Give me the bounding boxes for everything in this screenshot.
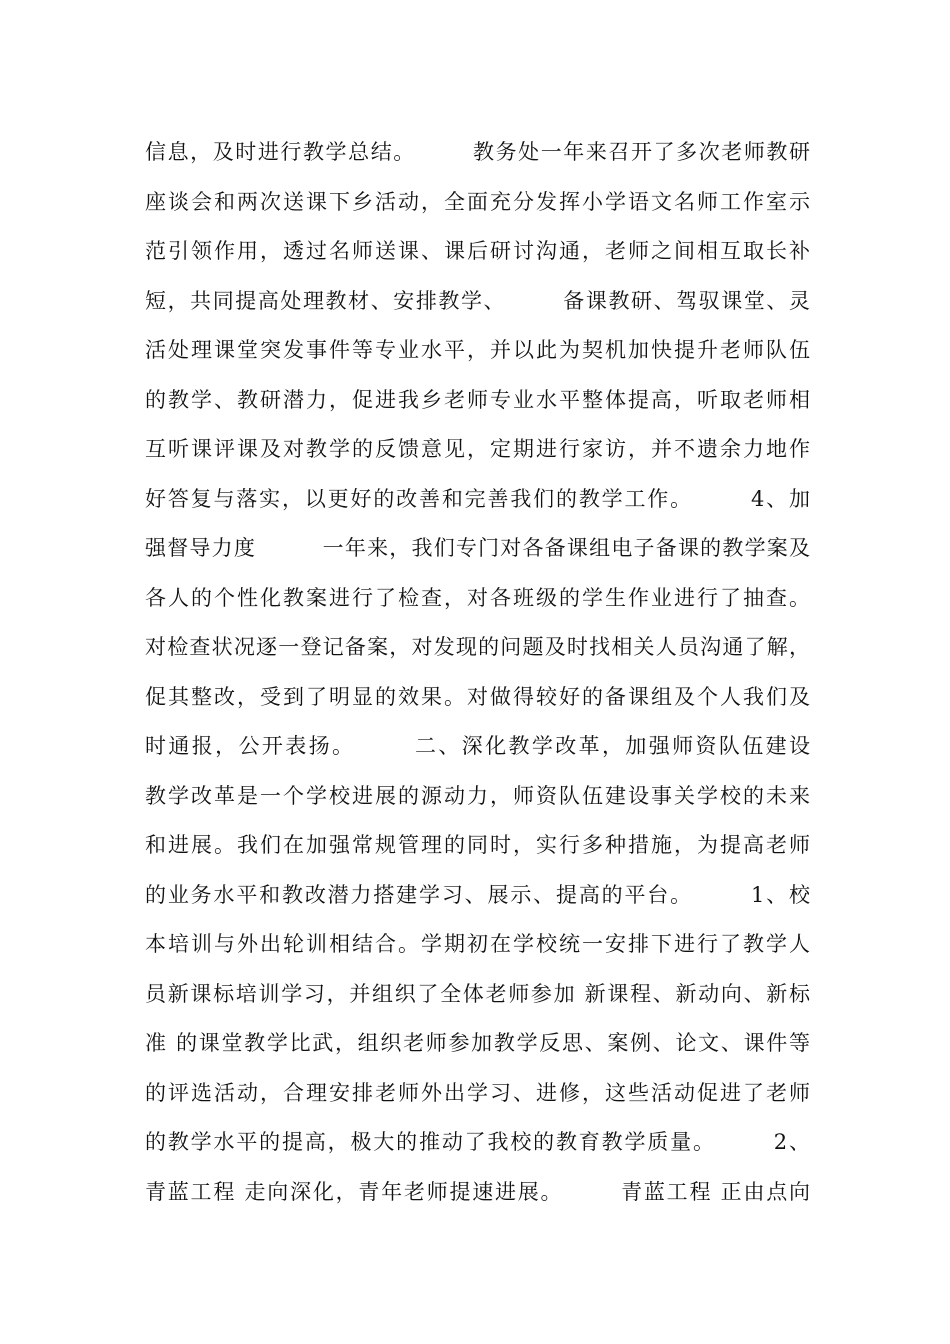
text-line: 强督导力度 一年来，我们专门对各备课组电子备课的教学案及 (145, 536, 810, 560)
text-line: 座谈会和两次送课下乡活动，全面充分发挥小学语文名师工作室示 (145, 189, 810, 214)
text-line: 的评选活动，合理安排老师外出学习、进修，这些活动促进了老师 (145, 1080, 810, 1105)
text-line: 互听课评课及对教学的反馈意见，定期进行家访，并不遗余力地作 (145, 437, 810, 461)
text-line: 的教学、教研潜力，促进我乡老师专业水平整体提高，听取老师相 (145, 387, 810, 412)
text-line: 信息，及时进行教学总结。 教务处一年来召开了多次老师教研 (145, 140, 810, 164)
text-line: 各人的个性化教案进行了检查，对各班级的学生作业进行了抽查。 (145, 585, 810, 610)
text-line: 和进展。我们在加强常规管理的同时，实行多种措施，为提高老师 (145, 833, 810, 857)
text-line: 的教学水平的提高，极大的推动了我校的教育教学质量。 2、 (145, 1130, 810, 1154)
body-text (145, 128, 810, 1217)
text-line: 员新课标培训学习，并组织了全体老师参加 新课程、新动向、新标 (145, 981, 810, 1006)
text-line: 的业务水平和教改潜力搭建学习、展示、提高的平台。 1、校 (145, 882, 810, 907)
text-line: 范引领作用，透过名师送课、课后研讨沟通，老师之间相互取长补 (145, 239, 810, 263)
text-line: 教学改革是一个学校进展的源动力，师资队伍建设事关学校的未来 (145, 783, 810, 808)
text-line: 青蓝工程 走向深化，青年老师提速进展。 青蓝工程 正由点向 (145, 1179, 810, 1204)
text-line: 活处理课堂突发事件等专业水平，并以此为契机加快提升老师队伍 (145, 338, 810, 362)
text-line: 促其整改，受到了明显的效果。对做得较好的备课组及个人我们及 (145, 684, 810, 709)
text-line: 对检查状况逐一登记备案，对发现的问题及时找相关人员沟通了解， (145, 635, 810, 659)
text-line: 好答复与落实，以更好的改善和完善我们的教学工作。 4、加 (145, 486, 810, 511)
text-line: 时通报，公开表扬。 二、深化教学改革，加强师资队伍建设 (145, 734, 810, 758)
text-line: 本培训与外出轮训相结合。学期初在学校统一安排下进行了教学人 (145, 932, 810, 956)
text-line: 短，共同提高处理教材、安排教学、 备课教研、驾驭课堂、灵 (145, 288, 810, 313)
text-line: 准 的课堂教学比武，组织老师参加教学反思、案例、论文、课件等 (145, 1031, 810, 1055)
